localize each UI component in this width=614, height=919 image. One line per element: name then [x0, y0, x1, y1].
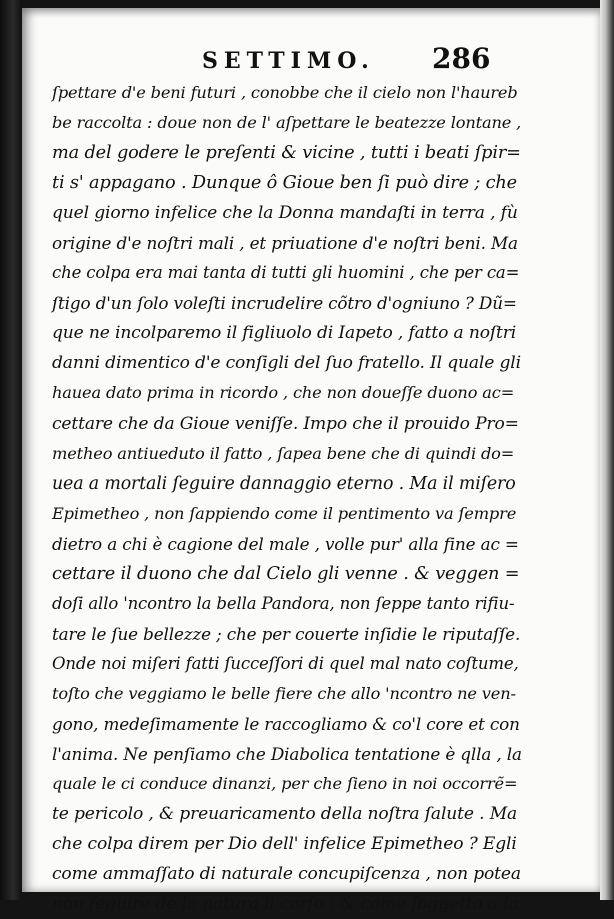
- running-head-title: SETTIMO.: [202, 48, 375, 74]
- text-line: gono, medeſimamente le raccogliamo & co'l core et con: [52, 713, 520, 734]
- text-line: quel giorno infelice che la Donna mandaſti in terra , fù: [52, 203, 518, 224]
- text-line: toſto che veggiamo le belle fiere che allo 'ncontro ne ven-: [52, 683, 516, 703]
- text-line: quale le ci conduce dinanzi, per che ſieno in noi occorrẽ=: [52, 774, 518, 794]
- text-line: dietro a chi è cagione del male , volle pur' alla fine ac =: [52, 533, 519, 554]
- text-line: que ne incolparemo il figliuolo di Iapeto , fatto a noſtri: [52, 323, 517, 344]
- text-line: ſtigo d'un ſolo voleſti incrudelire cõtro d'ogniuno ? Dũ=: [52, 293, 517, 314]
- text-line: cettare che da Gioue veniſſe. Impo che il prouido Pro=: [52, 413, 519, 434]
- text-line: be raccolta : doue non de l' aſpettare le beatezze lontane ,: [52, 113, 522, 133]
- text-line: l'anima. Ne penſiamo che Diabolica tentatione è qlla , la: [52, 744, 522, 765]
- text-line: ueа a mortali ſeguire dannaggio eterno . Ma il miſero: [52, 473, 516, 494]
- text-line: ti s' appagano . Dunque ô Gioue ben ſi può dire ; che: [52, 173, 517, 194]
- page-edge: [600, 0, 614, 900]
- book-page: [22, 8, 600, 915]
- text-line: che colpa era mai tanta di tutti gli huomini , che per ca=: [52, 263, 520, 283]
- text-line: doſi allo 'ncontro la bella Pandora, non ſeppe tanto rifiu-: [52, 593, 515, 613]
- text-line: origine d'e noſtri mali , et priuatione d'e noſtri beni. Ma: [52, 233, 518, 254]
- text-line: Onde noi miſeri fatti ſucceſſori di quel mal nato coſtume,: [52, 653, 519, 673]
- text-line: ſpettare d'e beni futuri , conobbe che il cielo non l'haureb: [52, 83, 518, 102]
- text-line: cettare il duono che dal Cielo gli venne . & veggen =: [52, 563, 520, 584]
- text-line: ma del godere le preſenti & vicine , tutti i beati ſpir=: [52, 143, 521, 164]
- text-line: te pericolo , & preuaricamento della noſtra ſalute . Ma: [52, 804, 518, 825]
- page-number: 286: [432, 42, 491, 75]
- text-line: come ammaſſato di naturale concupiſcenza , non potea: [52, 864, 521, 885]
- book-gutter-shadow: [0, 0, 22, 900]
- text-line: non ſeguire de la natura il corſo : & come ſoggetto a la: [52, 894, 519, 915]
- body-text: [52, 78, 522, 919]
- text-line: metheo antiueduto il fatto , ſapea bene che di quindi do=: [52, 443, 515, 463]
- running-head: [62, 38, 512, 78]
- text-line: haueа dato prima in ricordo , che non doueſſe duono ac=: [52, 383, 515, 403]
- text-line: tare le ſue bellezze ; che per couerte inſidie le riputaſſe.: [52, 623, 521, 644]
- text-line: danni dimentico d'e conſigli del ſuo fratello. Il quale gli: [52, 353, 521, 374]
- text-line: Epimetheo , non ſappiendo come il pentimento va ſempre: [52, 503, 517, 523]
- text-line: che colpa direm per Dio dell' infelice Epimetheo ? Egli: [52, 834, 517, 855]
